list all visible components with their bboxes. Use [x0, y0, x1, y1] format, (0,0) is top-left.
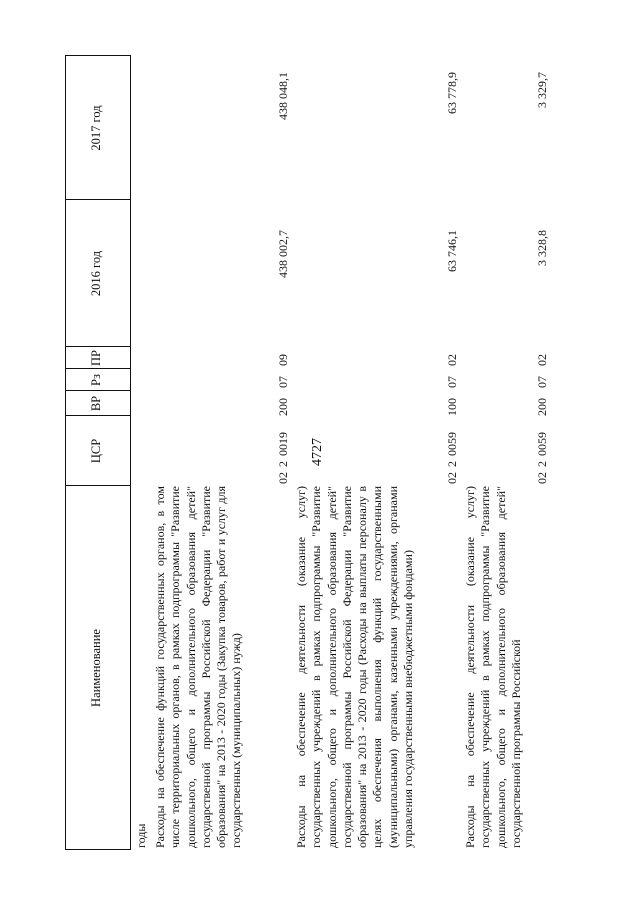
page-number: 4727: [310, 438, 325, 466]
row-1-name: Расходы на обеспечение функций государственных органов, в том числе территориальных органов, в рамках подпрограммы "Развитие дошкольного, общего и дополнительного образования детей" государственной программы Российской Федерации "Развитие образования" на 2013 - 2020 годы (Закупка товаров, работ и услуг для государственных (муниципальных) нужд): [153, 486, 244, 848]
row-1-2016: 438 002,7: [276, 230, 290, 278]
header-2016: 2016 год: [89, 250, 103, 297]
row-2-pr: 02: [445, 354, 459, 366]
row-2-2016: 63 746,1: [445, 230, 459, 272]
header-name: Наименование: [89, 629, 103, 707]
row-1-2017: 438 048,1: [276, 72, 290, 120]
budget-table: [65, 55, 605, 850]
row-3-2017: 3 329,7: [535, 72, 549, 108]
row-1-vr: 200: [276, 398, 290, 416]
row-1-rz: 07: [276, 376, 290, 388]
row-3-vr: 200: [535, 398, 549, 416]
row-1-pr: 09: [276, 354, 290, 366]
row-2-vr: 100: [445, 398, 459, 416]
continuation-text: годы: [134, 823, 148, 848]
row-1-csr: 02 2 0019: [276, 432, 290, 484]
row-2-rz: 07: [445, 376, 459, 388]
row-2-csr: 02 2 0059: [445, 432, 459, 484]
header-separator: [130, 55, 131, 850]
header-pr: ПР: [89, 350, 103, 366]
table-border-top: [65, 55, 66, 850]
header-vr: ВР: [89, 395, 103, 412]
row-2-name: Расходы на обеспечение деятельности (оказание услуг) государственных учреждений в рамках подпрограммы "Развитие дошкольного, общего и дополнительного образования детей" государственной программы Российской Федерации "Развитие образования" на 2013 - 2020 годы (Расходы на выплаты персоналу в целях обеспечения выполнения функций государственными (муниципальными) органами, казенными учреждениями, органами управления государственными внебюджетными фондами): [294, 486, 416, 848]
row-3-name: Расходы на обеспечение деятельности (оказание услуг) государственных учреждений в рамках подпрограммы "Развитие дошкольного, общего и дополнительного образования детей" государственной программы Российской: [463, 486, 523, 848]
header-rz: Рз: [89, 374, 103, 386]
row-3-rz: 07: [535, 376, 549, 388]
header-csr: ЦСР: [89, 438, 103, 464]
header-2017: 2017 год: [89, 105, 103, 151]
row-3-2016: 3 328,8: [535, 230, 549, 266]
row-2-2017: 63 778,9: [445, 72, 459, 114]
row-3-pr: 02: [535, 354, 549, 366]
row-3-csr: 02 2 0059: [535, 432, 549, 484]
